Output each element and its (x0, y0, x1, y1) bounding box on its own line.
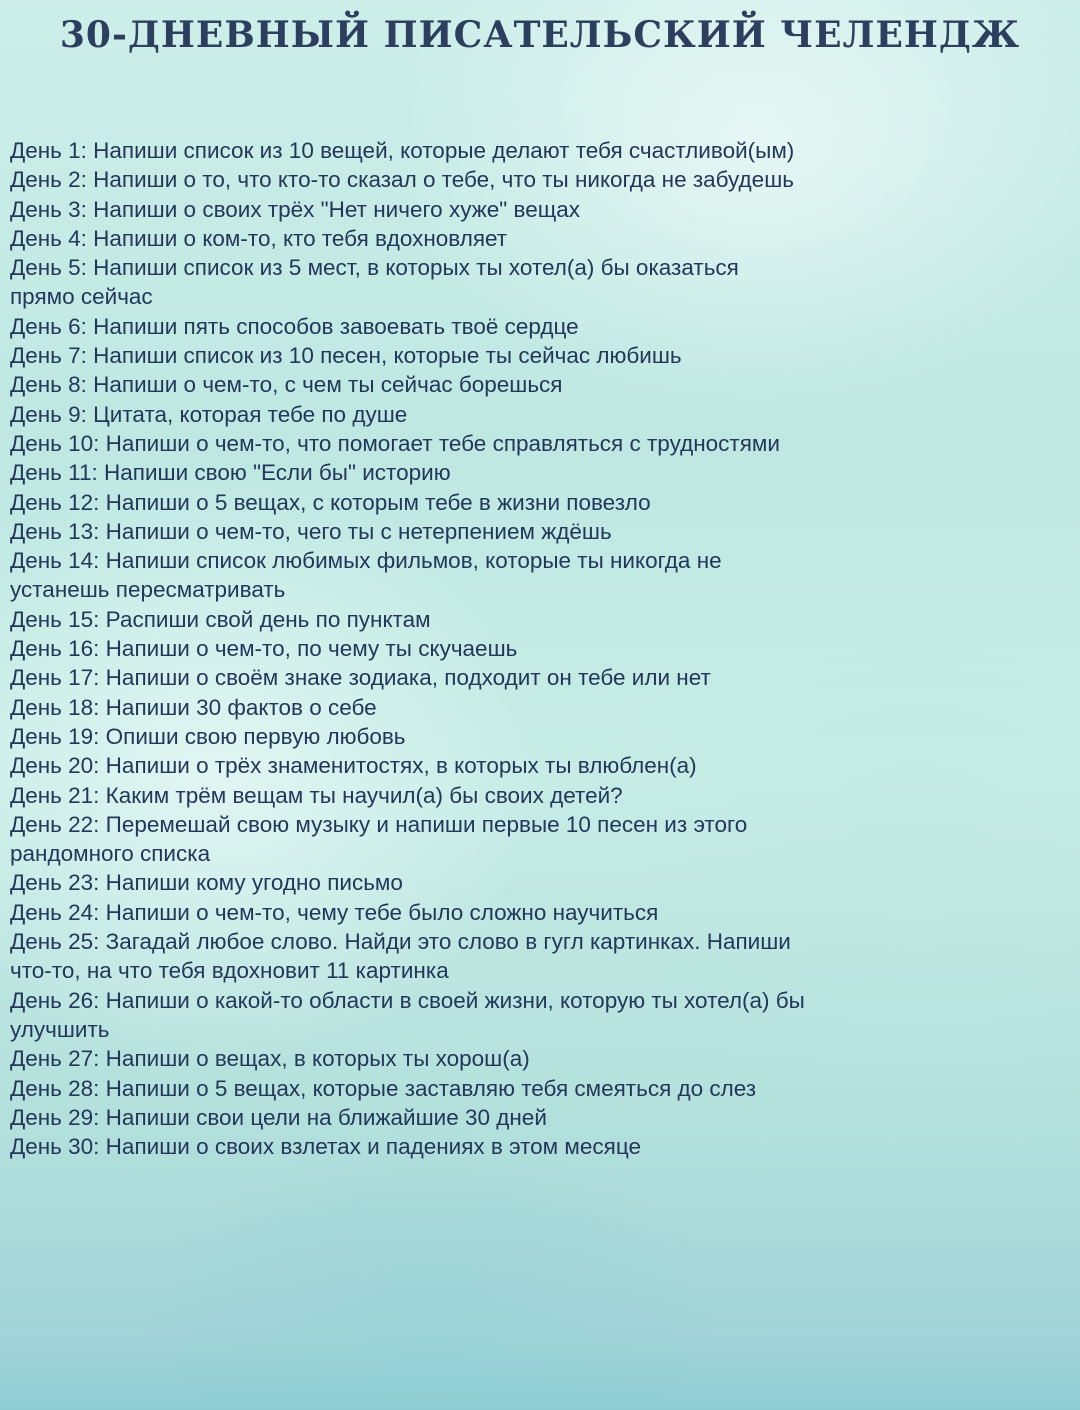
day-7-line: День 7: Напиши список из 10 песен, которые ты сейчас любишь (10, 343, 682, 369)
day-12-line: День 12: Напиши о 5 вещах, с которым тебе в жизни повезло (10, 489, 651, 515)
day-16-line: День 16: Напиши о чем-то, по чему ты скучаешь (10, 636, 518, 662)
day-20-line: День 20: Напиши о трёх знаменитостях, в которых ты влюблен(а) (10, 753, 697, 779)
day-26-line: День 26: Напиши о какой-то области в своей жизни, которую ты хотел(а) бы (10, 987, 805, 1013)
day-14-line-continued: устанешь пересматривать (10, 577, 286, 603)
day-3-line: День 3: Напиши о своих трёх "Нет ничего хуже" вещах (10, 196, 580, 222)
day-27-line: День 27: Напиши о вещах, в которых ты хорош(а) (10, 1046, 530, 1072)
day-2-line: День 2: Напиши о то, что кто-то сказал о тебе, что ты никогда не забудешь (10, 167, 794, 193)
day-17-line: День 17: Напиши о своём знаке зодиака, подходит он тебе или нет (10, 665, 711, 691)
day-29-line: День 29: Напиши свои цели на ближайшие 30 дней (10, 1104, 547, 1130)
day-22-line: День 22: Перемешай свою музыку и напиши первые 10 песен из этого (10, 811, 748, 837)
day-28-line: День 28: Напиши о 5 вещах, которые заставляю тебя смеяться до слез (10, 1075, 757, 1101)
day-25-line-continued: что-то, на что тебя вдохновит 11 картинка (10, 958, 449, 984)
day-19-line: День 19: Опиши свою первую любовь (10, 723, 406, 749)
day-8-line: День 8: Напиши о чем-то, с чем ты сейчас борешься (10, 372, 563, 398)
day-30-line: День 30: Напиши о своих взлетах и падениях в этом месяце (10, 1134, 641, 1160)
bottom-glow-decoration (0, 1330, 1080, 1410)
day-11-line: День 11: Напиши свою "Если бы" историю (10, 460, 451, 486)
day-13-line: День 13: Напиши о чем-то, чего ты с нетерпением ждёшь (10, 518, 612, 544)
day-25-line: День 25: Загадай любое слово. Найди это слово в гугл картинках. Напиши (10, 929, 791, 955)
page-title: 30-ДНЕВНЫЙ ПИСАТЕЛЬСКИЙ ЧЕЛЕНДЖ (59, 14, 1021, 56)
day-18-line: День 18: Напиши 30 фактов о себе (10, 694, 377, 720)
day-5-line-continued: прямо сейчас (10, 284, 153, 310)
day-9-line: День 9: Цитата, которая тебе по душе (10, 401, 408, 427)
day-23-line: День 23: Напиши кому угодно письмо (10, 870, 403, 896)
day-1-line: День 1: Напиши список из 10 вещей, которые делают тебя счастливой(ым) (10, 138, 795, 163)
day-24-line: День 24: Напиши о чем-то, чему тебе было сложно научиться (10, 899, 659, 925)
day-26-line-continued: улучшить (10, 1016, 110, 1042)
day-list (10, 136, 1075, 1161)
day-6-line: День 6: Напиши пять способов завоевать твоё сердце (10, 313, 579, 339)
day-22-line-continued: рандомного списка (10, 841, 211, 867)
day-14-line: День 14: Напиши список любимых фильмов, которые ты никогда не (10, 548, 722, 574)
day-4-line: День 4: Напиши о ком-то, кто тебя вдохновляет (10, 225, 508, 251)
day-21-line: День 21: Каким трём вещам ты научил(а) бы своих детей? (10, 782, 623, 808)
day-5-line: День 5: Напиши список из 5 мест, в которых ты хотел(а) бы оказаться (10, 255, 739, 281)
day-15-line: День 15: Распиши свой день по пунктам (10, 606, 431, 632)
day-10-line: День 10: Напиши о чем-то, что помогает тебе справляться с трудностями (10, 430, 780, 456)
